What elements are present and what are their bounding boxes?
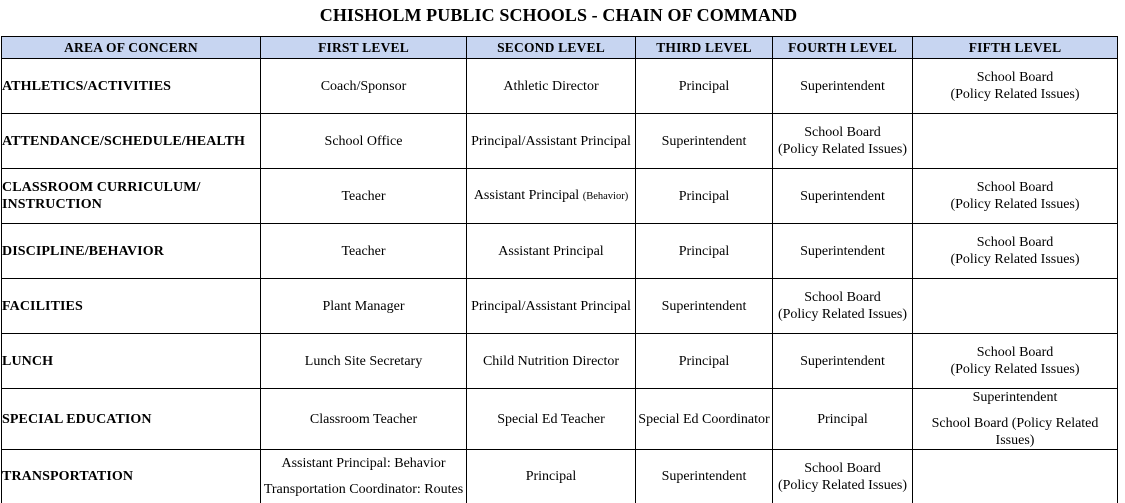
cell-third-level: Superintendent	[636, 450, 773, 503]
cell-line-1: Superintendent	[972, 390, 1058, 405]
table-row	[2, 59, 1118, 114]
cell-second-level: Principal/Assistant Principal	[467, 279, 636, 334]
cell-second-level: Principal/Assistant Principal	[467, 114, 636, 169]
cell-first-level: Plant Manager	[261, 279, 467, 334]
cell-third-level: Principal	[636, 224, 773, 279]
table-header-row	[2, 37, 1118, 59]
cell-fourth-level	[773, 279, 913, 334]
column-header-fourth-level: FOURTH LEVEL	[773, 37, 913, 59]
cell-line-1: CLASSROOM CURRICULUM/	[2, 180, 201, 195]
cell-first-level: Coach/Sponsor	[261, 59, 467, 114]
cell-line-1: School Board	[976, 235, 1054, 250]
cell-fourth-level: Superintendent	[773, 169, 913, 224]
cell-fourth-level	[773, 114, 913, 169]
cell-third-level: Principal	[636, 334, 773, 389]
cell-text-group	[913, 344, 1117, 378]
cell-first-level: Classroom Teacher	[261, 389, 467, 450]
cell-fifth-level	[913, 59, 1118, 114]
cell-area-of-concern: ATHLETICS/ACTIVITIES	[2, 59, 261, 114]
cell-fourth-level: Principal	[773, 389, 913, 450]
cell-area-of-concern	[2, 169, 261, 224]
cell-line-2: INSTRUCTION	[2, 197, 102, 212]
cell-second-level: Assistant Principal	[467, 224, 636, 279]
cell-text-group	[913, 69, 1117, 103]
line-spacer	[913, 406, 1117, 415]
cell-main-text: Assistant Principal	[473, 188, 580, 203]
table-row	[2, 169, 1118, 224]
cell-line-2: (Policy Related Issues)	[777, 142, 908, 157]
cell-line-1: School Board	[976, 70, 1054, 85]
cell-fifth-level	[913, 279, 1118, 334]
cell-line-1: School Board	[804, 125, 881, 140]
page-title: CHISHOLM PUBLIC SCHOOLS - CHAIN OF COMMAND	[319, 5, 798, 25]
cell-area-of-concern: LUNCH	[2, 334, 261, 389]
cell-text-group	[773, 289, 912, 323]
cell-line-1: School Board	[976, 180, 1054, 195]
cell-second-level: Special Ed Teacher	[467, 389, 636, 450]
cell-line-1: School Board	[804, 290, 881, 305]
cell-line-1: School Board	[976, 345, 1054, 360]
cell-fourth-level: Superintendent	[773, 59, 913, 114]
cell-first-level: Teacher	[261, 169, 467, 224]
column-header-third-level: THIRD LEVEL	[636, 37, 773, 59]
column-header-second-level: SECOND LEVEL	[467, 37, 636, 59]
cell-area-of-concern: ATTENDANCE/SCHEDULE/HEALTH	[2, 114, 261, 169]
cell-second-level: Child Nutrition Director	[467, 334, 636, 389]
cell-third-level: Superintendent	[636, 279, 773, 334]
cell-fifth-level	[913, 169, 1118, 224]
cell-note-text: (Behavior)	[582, 191, 629, 202]
cell-fifth-level	[913, 334, 1118, 389]
cell-line-2: (Policy Related Issues)	[950, 87, 1080, 102]
cell-first-level: Lunch Site Secretary	[261, 334, 467, 389]
line-spacer	[261, 472, 466, 481]
cell-fourth-level	[773, 450, 913, 503]
cell-area-of-concern: SPECIAL EDUCATION	[2, 389, 261, 450]
cell-line-1: Assistant Principal: Behavior	[281, 456, 446, 471]
cell-area-of-concern: FACILITIES	[2, 279, 261, 334]
cell-text-group	[2, 179, 260, 213]
cell-text-group	[261, 455, 466, 498]
cell-third-level: Superintendent	[636, 114, 773, 169]
cell-fifth-level	[913, 224, 1118, 279]
cell-line-2: (Policy Related Issues)	[950, 197, 1080, 212]
cell-second-level	[467, 169, 636, 224]
cell-first-level	[261, 450, 467, 503]
table-row	[2, 389, 1118, 450]
cell-fifth-level	[913, 114, 1118, 169]
cell-second-level: Athletic Director	[467, 59, 636, 114]
column-header-fifth-level: FIFTH LEVEL	[913, 37, 1118, 59]
cell-text-group	[913, 389, 1117, 449]
cell-line-1: School Board	[804, 460, 881, 476]
cell-third-level: Principal	[636, 169, 773, 224]
cell-line-2: School Board (Policy Related Issues)	[931, 416, 1099, 448]
cell-text-group	[773, 124, 912, 158]
cell-second-level: Principal	[467, 450, 636, 503]
cell-third-level: Principal	[636, 59, 773, 114]
cell-text-group	[913, 179, 1117, 213]
table-row	[2, 450, 1118, 503]
cell-line-2: (Policy Related Issues)	[950, 362, 1080, 377]
table-row	[2, 334, 1118, 389]
cell-area-of-concern: TRANSPORTATION	[2, 450, 261, 503]
cell-fifth-level	[913, 450, 1118, 503]
cell-first-level: Teacher	[261, 224, 467, 279]
cell-line-2: (Policy Related Issues)	[777, 477, 908, 493]
cell-line-2: (Policy Related Issues)	[950, 252, 1080, 267]
cell-text-group	[913, 234, 1117, 268]
column-header-area-of-concern: AREA OF CONCERN	[2, 37, 261, 59]
cell-line-2: (Policy Related Issues)	[777, 307, 908, 322]
cell-fifth-level	[913, 389, 1118, 450]
chain-of-command-table	[1, 36, 1118, 503]
cell-fourth-level: Superintendent	[773, 334, 913, 389]
table-row	[2, 279, 1118, 334]
table-row	[2, 224, 1118, 279]
column-header-first-level: FIRST LEVEL	[261, 37, 467, 59]
cell-third-level: Special Ed Coordinator	[636, 389, 773, 450]
cell-area-of-concern: DISCIPLINE/BEHAVIOR	[2, 224, 261, 279]
cell-text-group	[773, 460, 912, 494]
cell-fourth-level: Superintendent	[773, 224, 913, 279]
cell-first-level: School Office	[261, 114, 467, 169]
table-row	[2, 114, 1118, 169]
cell-line-2: Transportation Coordinator: Routes	[263, 482, 464, 497]
